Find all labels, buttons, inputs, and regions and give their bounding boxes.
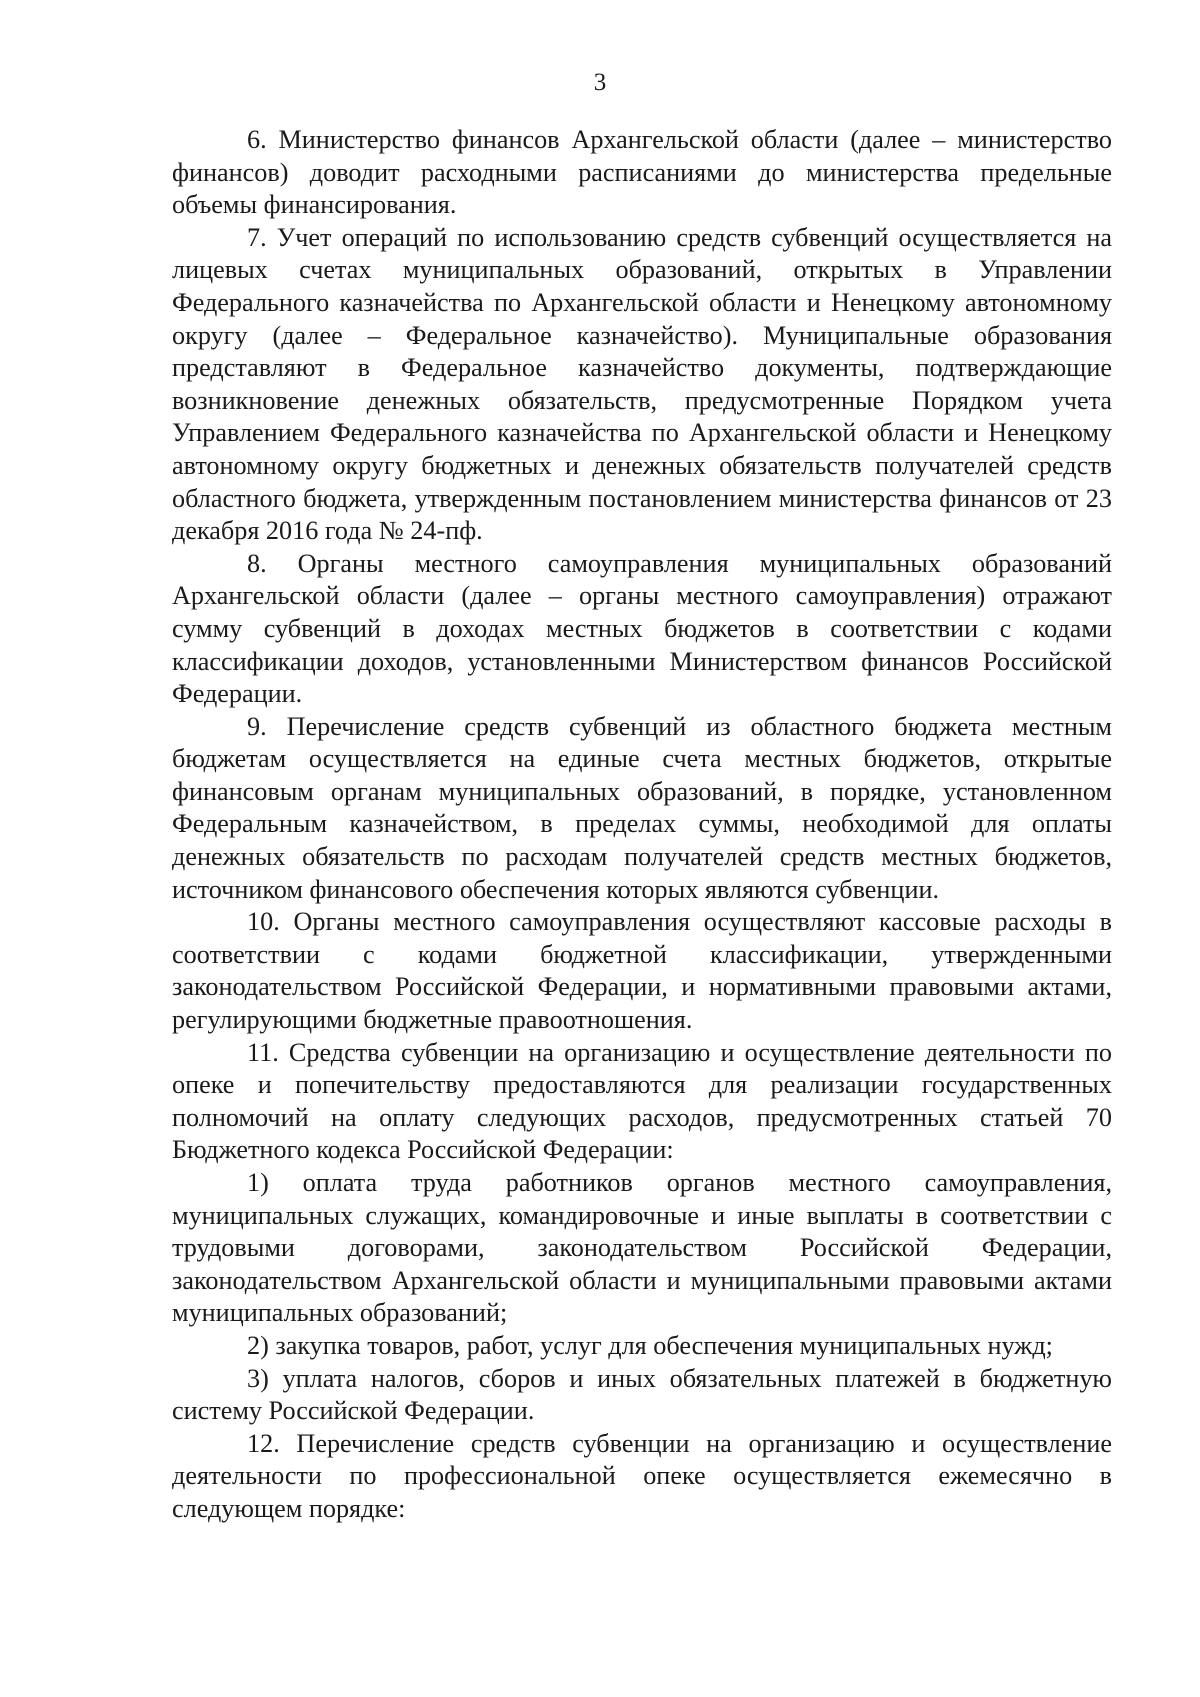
paragraph-8: 8. Органы местного самоуправления муниципальных образований Архангельской области (далее – органы местного самоуправления) отражают сумму субвенций в доходах местных бюджетов в соответствии с кодами классификации доходов, установленными Министерством финансов Российской Федерации. bbox=[172, 548, 1112, 709]
page-number: 3 bbox=[593, 69, 607, 96]
document-body bbox=[172, 124, 1112, 1526]
list-item-1: 1) оплата труда работников органов местного самоуправления, муниципальных служащих, командировочные и иные выплаты в соответствии с трудовыми договорами, законодательством Российской Федерации, законодательством Архангельской области и муниципальными правовыми актами муниципальных образований; bbox=[172, 1168, 1112, 1328]
paragraph-9: 9. Перечисление средств субвенций из областного бюджета местным бюджетам осуществляется на единые счета местных бюджетов, открытые финансовым органам муниципальных образований, в порядке, установленном Федеральным казначейством, в пределах суммы, необходимой для оплаты денежных обязательств по расходам получателей средств местных бюджетов, источником финансового обеспечения которых являются субвенции. bbox=[172, 711, 1112, 904]
list-item-3: 3) уплата налогов, сборов и иных обязательных платежей в бюджетную систему Российской Федерации. bbox=[172, 1363, 1112, 1426]
list-item-2: 2) закупка товаров, работ, услуг для обеспечения муниципальных нужд; bbox=[247, 1330, 1053, 1360]
paragraph-12: 12. Перечисление средств субвенции на организацию и осуществление деятельности по профессиональной опеке осуществляется ежемесячно в следующем порядке: bbox=[172, 1428, 1112, 1523]
paragraph-11: 11. Средства субвенции на организацию и осуществление деятельности по опеке и попечительству предоставляются для реализации государственных полномочий на оплату следующих расходов, предусмотренных статьей 70 Бюджетного кодекса Российской Федерации: bbox=[172, 1037, 1112, 1165]
paragraph-6: 6. Министерство финансов Архангельской области (далее – министерство финансов) доводит расходными расписаниями до министерства предельные объемы финансирования. bbox=[172, 125, 1112, 220]
paragraph-10: 10. Органы местного самоуправления осуществляют кассовые расходы в соответствии с кодами бюджетной классификации, утвержденными законодательством Российской Федерации, и нормативными правовыми актами, регулирующими бюджетные правоотношения. bbox=[172, 907, 1112, 1035]
paragraph-7: 7. Учет операций по использованию средств субвенций осуществляется на лицевых счетах муниципальных образований, открытых в Управлении Федерального казначейства по Архангельской области и Ненецкому автономному округу (далее – Федеральное казначейство). Муниципальные образования представляют в Федеральное казначейство документы, подтверждающие возникновение денежных обязательств, предусмотренные Порядком учета Управлением Федерального казначейства по Архангельской области и Ненецкому автономному округу бюджетных и денежных обязательств получателей средств областного бюджета, утвержденным постановлением министерства финансов от 23 декабря 2016 года № 24-пф. bbox=[172, 222, 1112, 546]
